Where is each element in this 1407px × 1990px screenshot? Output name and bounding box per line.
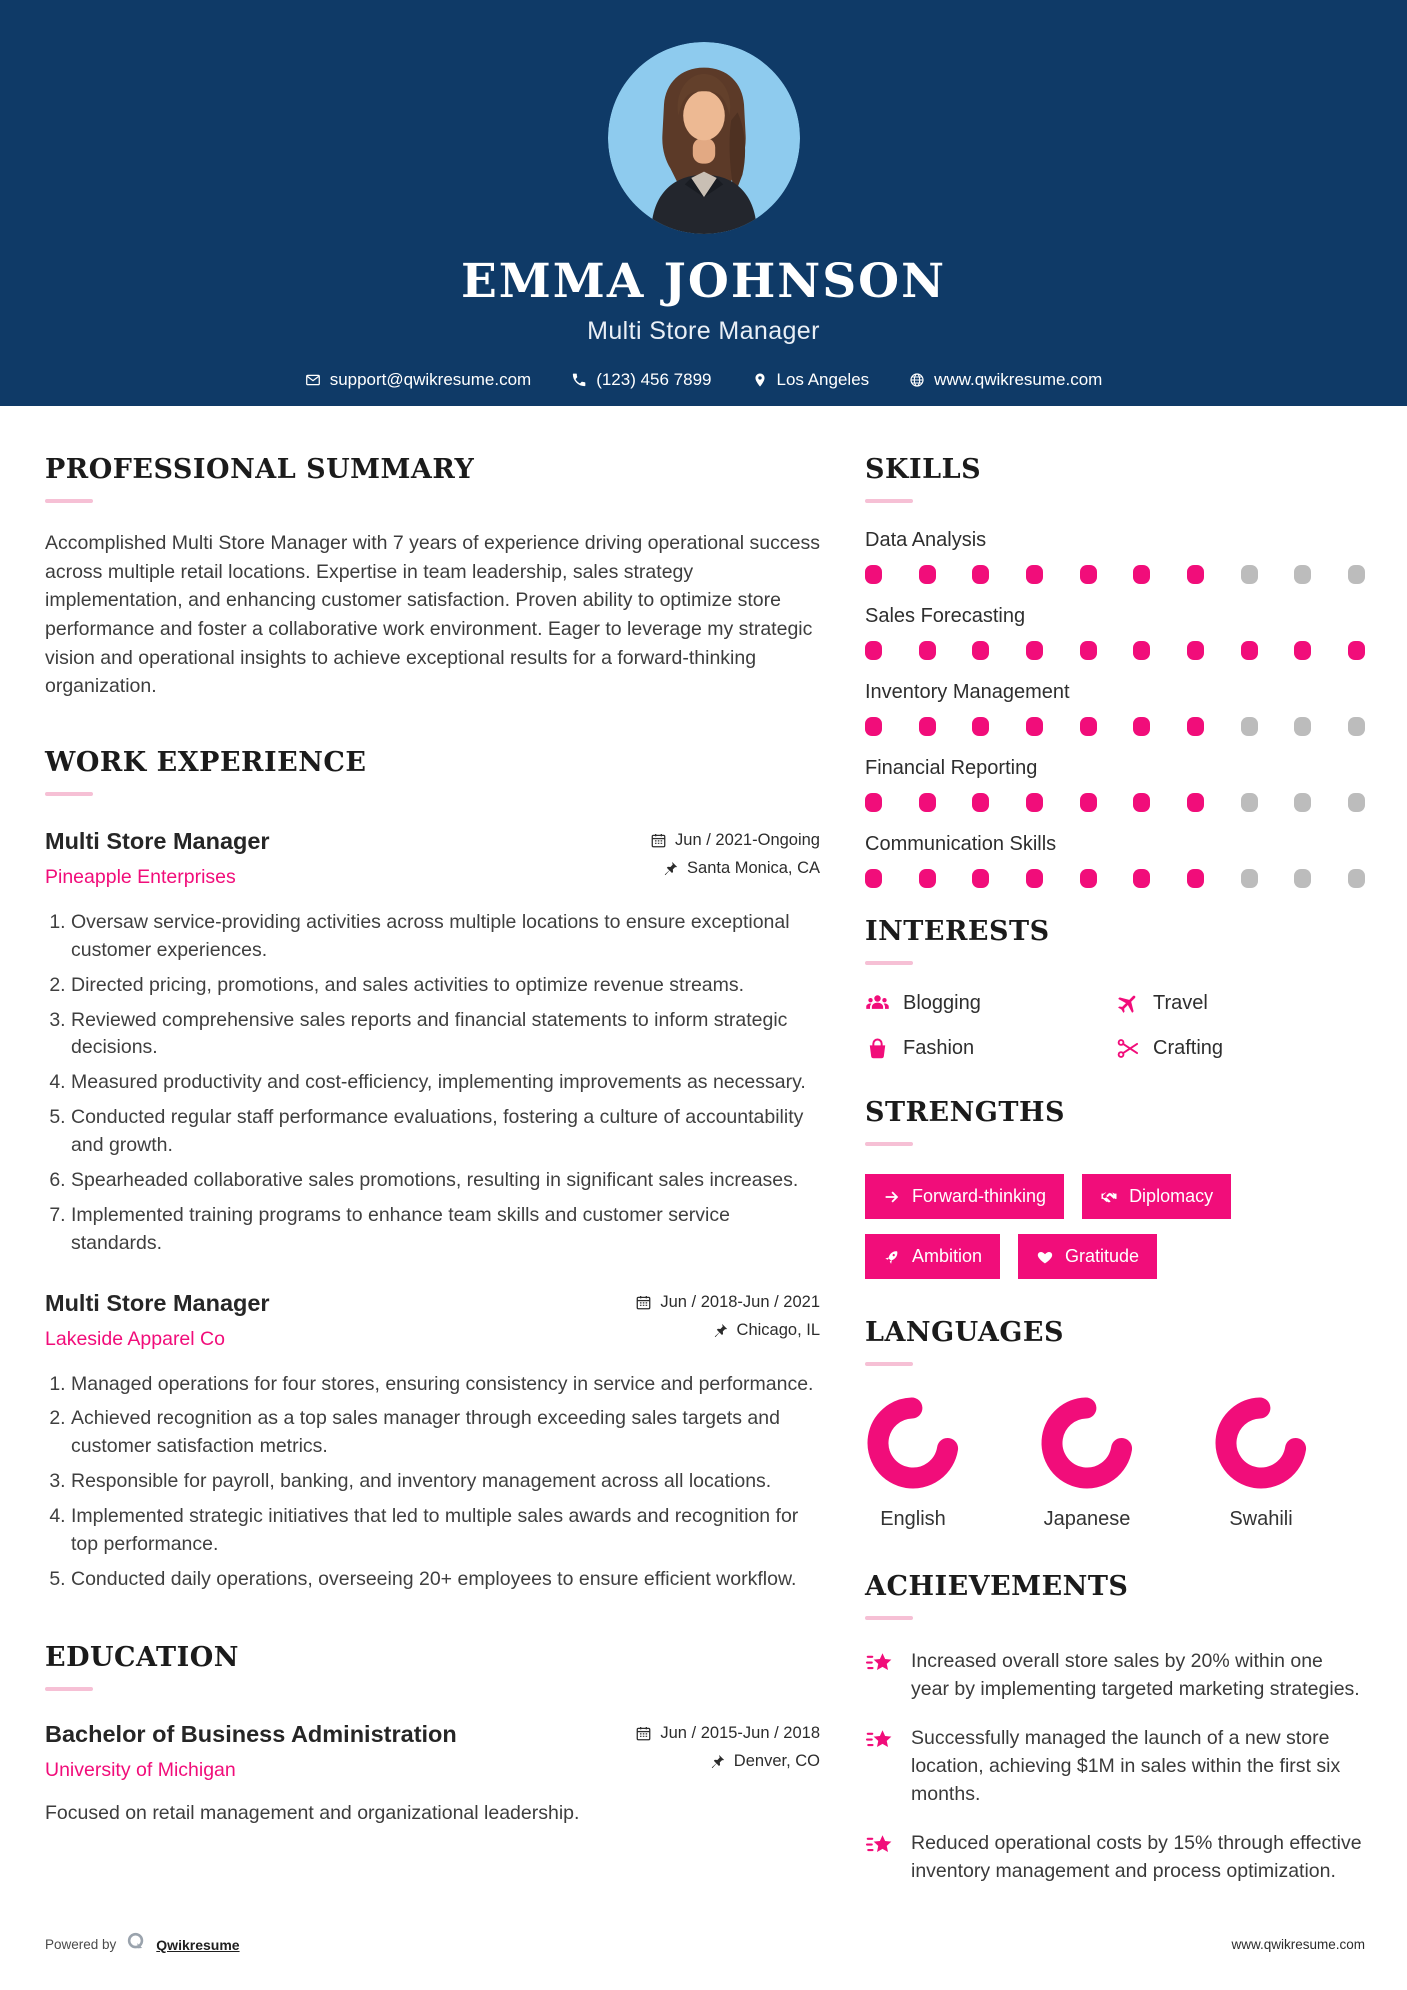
education-dates: Jun / 2015-Jun / 2018 xyxy=(635,1724,820,1743)
skill-name: Data Analysis xyxy=(865,529,987,551)
company-name: Lakeside Apparel Co xyxy=(45,1327,225,1350)
job-bullet: 5. Conducted regular staff performance evaluations, fostering a culture of accountability and growth. xyxy=(71,1104,820,1160)
skill-level-dot xyxy=(972,565,989,584)
calendar-icon xyxy=(635,1725,652,1742)
language-item xyxy=(865,1396,961,1531)
contact-globe[interactable] xyxy=(909,370,1102,390)
education-meta xyxy=(635,1721,820,1771)
avatar xyxy=(608,42,800,234)
skill-list xyxy=(865,529,1365,888)
person-job-title: Multi Store Manager xyxy=(587,317,820,345)
footer-branding xyxy=(45,1931,240,1958)
body xyxy=(0,406,1407,1908)
interest-label: Travel xyxy=(1153,992,1208,1014)
job-bullet: 3. Reviewed comprehensive sales reports and financial statements to inform strategic decisions. xyxy=(71,1007,820,1063)
star-shoot-icon xyxy=(865,1649,895,1679)
job-list xyxy=(45,828,820,1594)
job-title: Multi Store Manager xyxy=(45,1289,270,1316)
contact-text[interactable]: www.qwikresume.com xyxy=(934,370,1103,389)
strength-label: Gratitude xyxy=(1065,1246,1140,1266)
job-entry xyxy=(45,828,820,1258)
skill-level-dot xyxy=(1026,717,1043,736)
job-bullet: 5. Conducted daily operations, overseeing 20+ employees to ensure efficient workflow. xyxy=(71,1566,820,1594)
skill-name: Sales Forecasting xyxy=(865,605,1026,627)
rocket-icon xyxy=(883,1248,901,1266)
star-shoot-icon xyxy=(865,1726,895,1756)
calendar-icon xyxy=(650,832,667,849)
skill-dot-row xyxy=(865,565,1365,584)
person-name: EMMA JOHNSON xyxy=(460,254,947,309)
contact-envelope[interactable] xyxy=(305,370,532,390)
skill-level-dot xyxy=(865,565,882,584)
strength-label: Ambition xyxy=(912,1246,983,1266)
section-education xyxy=(45,1642,820,1825)
skill-level-dot xyxy=(1241,641,1258,660)
job-bullet: 2. Achieved recognition as a top sales manager through exceeding sales targets and customer satisfaction metrics. xyxy=(71,1405,820,1461)
right-column xyxy=(865,454,1365,1908)
job-bullet-list xyxy=(45,909,820,1258)
skill-level-dot xyxy=(919,717,936,736)
section-languages xyxy=(865,1317,1365,1531)
skill-level-dot xyxy=(1294,641,1311,660)
heading-underline xyxy=(865,1142,913,1146)
interest-item xyxy=(865,991,1115,1016)
strength-label: Diplomacy xyxy=(1129,1186,1214,1206)
skill-level-dot xyxy=(972,641,989,660)
skill-level-dot xyxy=(1348,793,1365,812)
strength-badge xyxy=(865,1174,1064,1219)
language-list xyxy=(865,1396,1365,1531)
footer-site-url[interactable]: www.qwikresume.com xyxy=(1231,1937,1365,1952)
language-level-donut xyxy=(1214,1396,1308,1490)
skill-level-dot xyxy=(1294,869,1311,888)
arrow-right-icon xyxy=(883,1188,901,1206)
education-location: Denver, CO xyxy=(709,1752,820,1771)
heading-underline xyxy=(865,1616,913,1620)
skill-dot-row xyxy=(865,641,1365,660)
strength-label: Forward-thinking xyxy=(912,1186,1047,1206)
section-strengths xyxy=(865,1097,1365,1279)
strength-badges xyxy=(865,1174,1345,1279)
skill-level-dot xyxy=(972,869,989,888)
skill-level-dot xyxy=(919,869,936,888)
skill-level-dot xyxy=(1133,641,1150,660)
section-heading: INTERESTS xyxy=(865,916,1050,947)
achievement-text: Increased overall store sales by 20% within one year by implementing targeted marketing strategies. xyxy=(911,1650,1360,1700)
star-shoot-icon xyxy=(865,1831,895,1861)
skill-item xyxy=(865,757,1365,812)
plane-icon xyxy=(1115,991,1140,1016)
skill-level-dot xyxy=(1187,717,1204,736)
language-label: Japanese xyxy=(1043,1508,1131,1530)
skill-level-dot xyxy=(1080,641,1097,660)
heading-underline xyxy=(45,1687,93,1691)
skill-level-dot xyxy=(865,869,882,888)
heading-underline xyxy=(45,499,93,503)
skill-level-dot xyxy=(1187,641,1204,660)
section-heading: STRENGTHS xyxy=(865,1097,1065,1128)
achievement-text: Successfully managed the launch of a new store location, achieving $1M in sales within the first six months. xyxy=(911,1727,1341,1805)
interest-label: Crafting xyxy=(1153,1037,1224,1059)
skill-level-dot xyxy=(1133,565,1150,584)
section-heading: PROFESSIONAL SUMMARY xyxy=(45,454,475,485)
skill-level-dot xyxy=(1241,869,1258,888)
skill-level-dot xyxy=(919,565,936,584)
handshake-icon xyxy=(1100,1188,1118,1206)
skill-level-dot xyxy=(1294,565,1311,584)
interest-item xyxy=(865,1036,1115,1061)
skill-item xyxy=(865,605,1365,660)
section-interests xyxy=(865,916,1365,1061)
skill-level-dot xyxy=(972,793,989,812)
contact-row xyxy=(0,370,1407,390)
skill-level-dot xyxy=(919,641,936,660)
achievement-item xyxy=(865,1648,1365,1703)
job-dates: Jun / 2021-Ongoing xyxy=(650,831,820,850)
job-location: Santa Monica, CA xyxy=(662,859,820,878)
skill-level-dot xyxy=(1133,717,1150,736)
heading-underline xyxy=(865,1362,913,1366)
interest-label: Fashion xyxy=(903,1037,975,1059)
heading-underline xyxy=(865,499,913,503)
skill-level-dot xyxy=(1294,717,1311,736)
skill-level-dot xyxy=(865,793,882,812)
skill-level-dot xyxy=(1241,793,1258,812)
skill-level-dot xyxy=(1080,793,1097,812)
skill-level-dot xyxy=(1080,717,1097,736)
school-name: University of Michigan xyxy=(45,1758,236,1781)
degree-title: Bachelor of Business Administration xyxy=(45,1720,457,1747)
skill-level-dot xyxy=(1026,565,1043,584)
footer xyxy=(45,1931,1365,1958)
qwikresume-link[interactable]: Qwikresume xyxy=(156,1936,240,1953)
skill-level-dot xyxy=(1133,793,1150,812)
job-bullet: 7. Implemented training programs to enhance team skills and customer service standards. xyxy=(71,1202,820,1258)
section-heading: WORK EXPERIENCE xyxy=(45,746,367,778)
skill-name: Inventory Management xyxy=(865,681,1070,703)
skill-level-dot xyxy=(1294,793,1311,812)
skill-name: Financial Reporting xyxy=(865,757,1038,779)
language-label: English xyxy=(880,1508,946,1530)
skill-level-dot xyxy=(1026,869,1043,888)
skill-item xyxy=(865,681,1365,736)
job-bullet: 4. Measured productivity and cost-efficiency, implementing improvements as necessary. xyxy=(71,1069,820,1097)
pushpin-icon xyxy=(662,860,679,877)
strength-badge xyxy=(1018,1234,1157,1279)
section-work-experience xyxy=(45,747,820,1594)
skill-level-dot xyxy=(1348,565,1365,584)
left-column xyxy=(45,454,820,1908)
globe-icon xyxy=(909,372,925,388)
qwikresume-logo-icon xyxy=(125,1931,147,1958)
calendar-icon xyxy=(635,1294,652,1311)
skill-level-dot xyxy=(1080,869,1097,888)
pushpin-icon xyxy=(712,1322,729,1339)
location-icon xyxy=(752,372,768,388)
job-bullet: 4. Implemented strategic initiatives that led to multiple sales awards and recognition for top performance. xyxy=(71,1503,820,1559)
skill-level-dot xyxy=(1133,869,1150,888)
section-professional-summary xyxy=(45,454,820,701)
section-heading: SKILLS xyxy=(865,454,982,485)
achievement-item xyxy=(865,1830,1365,1885)
skill-level-dot xyxy=(1187,793,1204,812)
skill-item xyxy=(865,529,1365,584)
skill-item xyxy=(865,833,1365,888)
achievement-list xyxy=(865,1648,1365,1886)
section-heading: EDUCATION xyxy=(45,1641,239,1673)
skill-level-dot xyxy=(1026,641,1043,660)
skill-level-dot xyxy=(1080,565,1097,584)
skill-level-dot xyxy=(865,641,882,660)
job-meta xyxy=(635,1290,820,1340)
interest-item xyxy=(1115,991,1365,1016)
heading-underline xyxy=(865,961,913,965)
job-location: Chicago, IL xyxy=(712,1321,820,1340)
skill-level-dot xyxy=(1241,565,1258,584)
phone-icon xyxy=(571,372,587,388)
job-dates: Jun / 2018-Jun / 2021 xyxy=(635,1293,820,1312)
powered-by-label: Powered by xyxy=(45,1937,117,1952)
language-level-donut xyxy=(1040,1396,1134,1490)
job-bullet: 2. Directed pricing, promotions, and sales activities to optimize revenue streams. xyxy=(71,972,820,1000)
skill-name: Communication Skills xyxy=(865,833,1057,855)
skill-level-dot xyxy=(919,793,936,812)
job-bullet: 1. Oversaw service-providing activities across multiple locations to ensure exceptional customer experiences. xyxy=(71,909,820,965)
strength-badge xyxy=(1082,1174,1231,1219)
skill-level-dot xyxy=(972,717,989,736)
achievement-item xyxy=(865,1725,1365,1808)
skill-dot-row xyxy=(865,869,1365,888)
achievement-text: Reduced operational costs by 15% through effective inventory management and process optimization. xyxy=(911,1832,1362,1883)
summary-text: Accomplished Multi Store Manager with 7 years of experience driving operational success across multiple retail locations. Expertise in team leadership, sales strategy implementation, and enhancing customer satisfaction. Proven ability to optimize store performance and foster a collaborative work environment. Eager to leverage my strategic vision and operational insights to achieve exceptional results for a forward-thinking organization. xyxy=(45,532,820,698)
job-bullet: 6. Spearheaded collaborative sales promotions, resulting in significant sales increases. xyxy=(71,1167,820,1195)
heart-icon xyxy=(1036,1248,1054,1266)
profile-photo-illustration xyxy=(608,42,800,234)
section-heading: LANGUAGES xyxy=(865,1317,1064,1348)
language-item xyxy=(1213,1396,1309,1531)
bag-icon xyxy=(865,1036,890,1061)
skill-level-dot xyxy=(1348,869,1365,888)
pushpin-icon xyxy=(709,1753,726,1770)
education-entry xyxy=(45,1721,820,1825)
skill-level-dot xyxy=(1187,565,1204,584)
contact-text[interactable]: support@qwikresume.com xyxy=(329,370,532,389)
header xyxy=(0,0,1407,406)
skill-level-dot xyxy=(1348,717,1365,736)
section-achievements xyxy=(865,1571,1365,1886)
skill-level-dot xyxy=(1241,717,1258,736)
interest-item xyxy=(1115,1036,1365,1061)
job-title: Multi Store Manager xyxy=(45,827,270,854)
job-bullet: 3. Responsible for payroll, banking, and inventory management across all locations. xyxy=(71,1468,820,1496)
section-heading: ACHIEVEMENTS xyxy=(865,1571,1129,1602)
education-description: Focused on retail management and organizational leadership. xyxy=(45,1801,580,1824)
language-label: Swahili xyxy=(1229,1508,1293,1530)
contact-location xyxy=(752,370,870,390)
job-bullet-list xyxy=(45,1371,820,1594)
skill-level-dot xyxy=(1348,641,1365,660)
company-name: Pineapple Enterprises xyxy=(45,865,236,888)
contact-text: Los Angeles xyxy=(776,370,870,389)
skill-dot-row xyxy=(865,717,1365,736)
language-level-donut xyxy=(866,1396,960,1490)
interest-label: Blogging xyxy=(903,992,981,1014)
language-item xyxy=(1039,1396,1135,1531)
skill-dot-row xyxy=(865,793,1365,812)
users-icon xyxy=(865,991,890,1016)
contact-text: (123) 456 7899 xyxy=(596,370,712,389)
strength-badge xyxy=(865,1234,1000,1279)
envelope-icon xyxy=(305,372,321,388)
skill-level-dot xyxy=(865,717,882,736)
interest-list xyxy=(865,991,1365,1061)
job-meta xyxy=(650,828,820,878)
skill-level-dot xyxy=(1026,793,1043,812)
contact-phone xyxy=(571,370,711,390)
job-entry xyxy=(45,1290,820,1594)
job-bullet: 1. Managed operations for four stores, ensuring consistency in service and performance. xyxy=(71,1371,820,1399)
scissors-icon xyxy=(1115,1036,1140,1061)
section-skills xyxy=(865,454,1365,888)
heading-underline xyxy=(45,792,93,796)
skill-level-dot xyxy=(1187,869,1204,888)
